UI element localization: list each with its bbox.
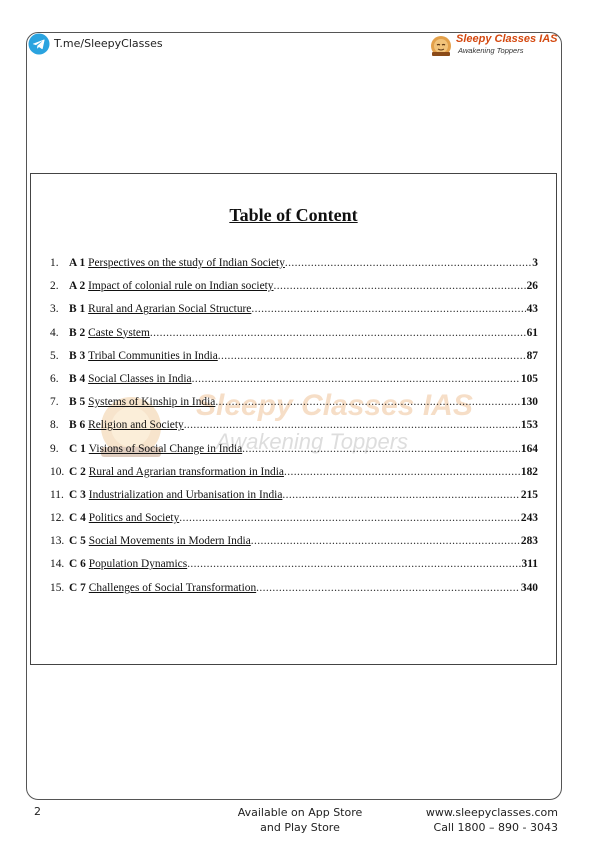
entry-title-link[interactable]: Rural and Agrarian transformation in India (88, 465, 284, 478)
toc-entry[interactable] (50, 303, 538, 326)
entry-code: C 7 (69, 581, 86, 594)
entry-page: 311 (521, 558, 538, 571)
telegram-icon (28, 33, 50, 55)
sleepy-mascot-icon (428, 32, 454, 58)
dot-leader (251, 303, 525, 315)
watermark-brand: Sleepy Classes IAS (196, 389, 473, 422)
entry-number: 13. (50, 535, 65, 548)
entry-page: 243 (520, 512, 538, 525)
dot-leader (256, 582, 520, 594)
dot-leader (184, 419, 520, 431)
entry-code: B 2 (69, 326, 86, 339)
entry-code: C 5 (69, 535, 86, 548)
entry-title-link[interactable]: Rural and Agrarian Social Structure (88, 303, 252, 316)
brand-logo (428, 32, 562, 58)
dot-leader (242, 443, 520, 455)
brand-name: Sleepy Classes IAS (456, 33, 558, 45)
entry-number: 12. (50, 512, 65, 525)
entry-number: 4. (50, 326, 59, 339)
entry-page: 3 (532, 257, 538, 269)
entry-title-link[interactable]: Perspectives on the study of Indian Society (88, 257, 285, 269)
toc-entry[interactable] (50, 396, 538, 419)
toc-entry[interactable] (50, 327, 538, 350)
toc-entry[interactable] (50, 558, 538, 581)
entry-title-link[interactable]: Social Movements in Modern India (88, 535, 251, 548)
dot-leader (187, 558, 520, 570)
entry-title-link[interactable]: Politics and Society (88, 512, 180, 525)
dot-leader (284, 466, 520, 478)
entry-code: B 5 (69, 396, 86, 409)
entry-code: C 4 (69, 512, 86, 525)
entry-number: 5. (50, 349, 59, 362)
dot-leader (192, 373, 520, 385)
dot-leader (274, 280, 526, 292)
toc-entry[interactable] (50, 443, 538, 466)
entry-page: 215 (520, 488, 538, 501)
entry-title-link[interactable]: Social Classes in India (88, 372, 192, 385)
entry-title-link[interactable]: Industrialization and Urbanisation in India (88, 488, 283, 501)
dot-leader (179, 512, 520, 524)
entry-title-link[interactable]: Impact of colonial rule on Indian society (88, 280, 274, 293)
brand-tagline: Awakening Toppers (458, 46, 524, 55)
entry-title-link[interactable]: Systems of Kinship in India (88, 396, 216, 409)
dot-leader (285, 257, 531, 269)
toc-entry[interactable] (50, 257, 538, 280)
entry-number: 11. (50, 488, 64, 501)
entry-page: 164 (520, 442, 538, 455)
toc-entry[interactable] (50, 373, 538, 396)
entry-page: 283 (520, 535, 538, 548)
entry-code: B 3 (69, 349, 86, 362)
entry-number: 9. (50, 442, 59, 455)
entry-code: C 1 (69, 442, 86, 455)
dot-leader (215, 396, 520, 408)
entry-page: 26 (526, 280, 538, 293)
dot-leader (218, 350, 526, 362)
entry-page: 130 (520, 396, 538, 409)
entry-title-link[interactable]: Challenges of Social Transformation (88, 581, 257, 594)
store-line-1: Available on App Store (237, 806, 363, 819)
entry-number: 14. (50, 558, 65, 571)
entry-number: 2. (50, 280, 59, 293)
toc-entry[interactable] (50, 512, 538, 535)
entry-title-link[interactable]: Visions of Social Change in India (88, 442, 243, 455)
entry-page: 340 (520, 581, 538, 594)
toc-entry[interactable] (50, 350, 538, 373)
toc-entry[interactable] (50, 535, 538, 558)
entry-title-link[interactable]: Caste System (88, 326, 150, 339)
entry-page: 153 (520, 419, 538, 432)
dot-leader (251, 535, 520, 547)
toc-list (50, 257, 538, 605)
entry-code: C 6 (69, 558, 86, 571)
entry-code: C 3 (69, 488, 86, 501)
dot-leader (150, 327, 526, 339)
entry-title-link[interactable]: Tribal Communities in India (88, 349, 218, 362)
toc-title: Table of Content (229, 205, 358, 225)
entry-number: 6. (50, 372, 59, 385)
page-footer (0, 803, 600, 843)
app-store-note (200, 805, 400, 835)
website-link[interactable]: www.sleepyclasses.com (425, 806, 558, 819)
toc-entry[interactable] (50, 419, 538, 442)
toc-entry[interactable] (50, 466, 538, 489)
entry-number: 1. (50, 257, 59, 269)
entry-page: 87 (526, 349, 538, 362)
contact-info (426, 805, 558, 835)
dot-leader (282, 489, 520, 501)
entry-code: B 6 (69, 419, 86, 432)
entry-number: 3. (50, 303, 59, 316)
page-number: 2 (34, 805, 41, 818)
entry-code: B 1 (69, 303, 86, 316)
entry-title-link[interactable]: Population Dynamics (88, 558, 188, 571)
phone-number: Call 1800 – 890 - 3043 (433, 821, 558, 834)
entry-title-link[interactable]: Religion and Society (88, 419, 184, 432)
entry-page: 43 (526, 303, 538, 316)
entry-page: 105 (520, 372, 538, 385)
entry-number: 15. (50, 581, 65, 594)
entry-code: B 4 (69, 372, 86, 385)
toc-entry[interactable] (50, 280, 538, 303)
entry-page: 61 (526, 326, 538, 339)
entry-code: A 1 (69, 257, 86, 269)
telegram-link[interactable]: T.me/SleepyClasses (54, 37, 163, 50)
watermark-tagline: Awakening Toppers (216, 429, 409, 454)
entry-number: 8. (50, 419, 59, 432)
entry-number: 10. (50, 465, 65, 478)
toc-entry[interactable] (50, 582, 538, 605)
toc-entry[interactable] (50, 489, 538, 512)
entry-code: C 2 (69, 465, 86, 478)
entry-number: 7. (50, 396, 59, 409)
entry-page: 182 (520, 465, 538, 478)
entry-code: A 2 (69, 280, 86, 293)
store-line-2: and Play Store (260, 821, 340, 834)
